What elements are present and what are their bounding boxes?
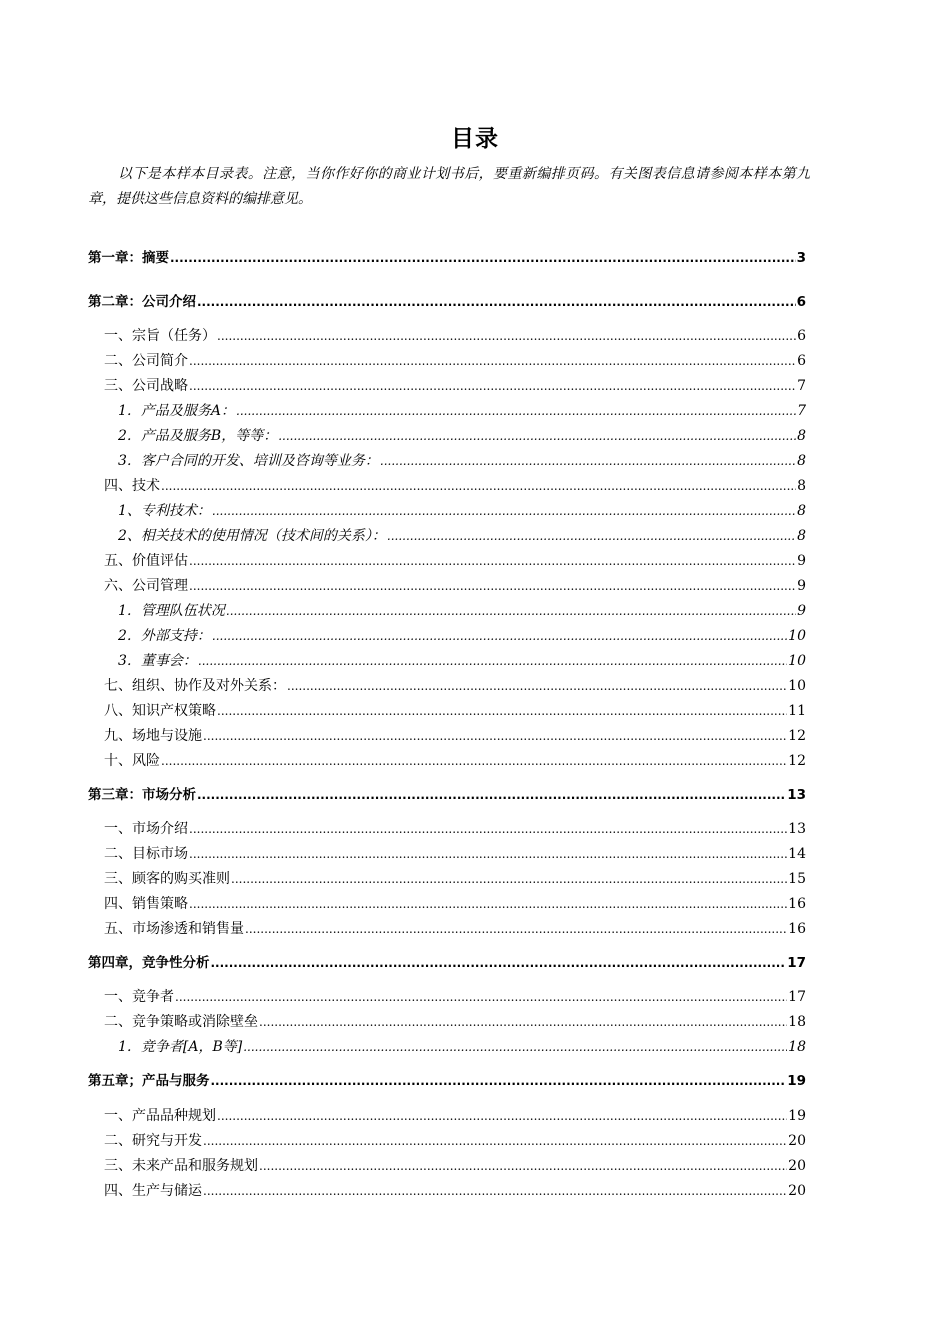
toc-chapter-entry[interactable] — [88, 292, 806, 312]
toc-page-number: 11 — [788, 703, 806, 719]
toc-page-number: 6 — [797, 353, 806, 369]
toc-dot-leader — [245, 919, 787, 939]
toc-section-entry[interactable] — [104, 351, 806, 371]
toc-entry-label: 二、竞争策略或消除壁垒 — [104, 1014, 258, 1030]
toc-page-number: 6 — [796, 294, 806, 310]
toc-page-number: 10 — [788, 678, 806, 694]
toc-page-number: 19 — [787, 1073, 806, 1089]
toc-section-entry[interactable] — [104, 326, 806, 346]
toc-page-number: 8 — [797, 453, 806, 469]
toc-entry-label: 六、公司管理 — [104, 578, 188, 594]
toc-chapter-entry[interactable] — [88, 785, 806, 805]
toc-entry-label: 3．客户合同的开发、培训及咨询等业务： — [118, 453, 379, 469]
toc-dot-leader — [189, 894, 787, 914]
toc-section-entry[interactable] — [104, 1181, 806, 1201]
toc-dot-leader — [197, 785, 786, 805]
toc-dot-leader — [212, 501, 796, 521]
toc-entry-label: 2．产品及服务B，等等： — [118, 428, 278, 444]
toc-entry-label: 三、公司战略 — [104, 378, 188, 394]
toc-page-number: 18 — [788, 1014, 806, 1030]
toc-page-number: 10 — [788, 653, 806, 669]
toc-dot-leader — [259, 1156, 787, 1176]
toc-dot-leader — [236, 401, 796, 421]
toc-section-entry[interactable] — [104, 726, 806, 746]
toc-section-entry[interactable] — [104, 1156, 806, 1176]
toc-dot-leader — [212, 626, 787, 646]
toc-dot-leader — [387, 526, 796, 546]
toc-section-entry[interactable] — [104, 819, 806, 839]
toc-entry-label: 1、专利技术： — [118, 503, 211, 519]
toc-page-number: 17 — [788, 989, 806, 1005]
toc-section-entry[interactable] — [104, 1012, 806, 1032]
toc-subsection-entry[interactable] — [118, 426, 806, 446]
toc-entry-label: 四、销售策略 — [104, 896, 188, 912]
toc-section-entry[interactable] — [104, 869, 806, 889]
toc-entry-label: 1．竞争者[A，B等] — [118, 1039, 243, 1055]
toc-page-number: 8 — [797, 478, 806, 494]
toc-dot-leader — [380, 451, 796, 471]
toc-section-entry[interactable] — [104, 376, 806, 396]
toc-section-entry[interactable] — [104, 476, 806, 496]
toc-dot-leader — [189, 844, 787, 864]
toc-entry-label: 七、组织、协作及对外关系： — [104, 678, 286, 694]
toc-section-entry[interactable] — [104, 1131, 806, 1151]
toc-subsection-entry[interactable] — [118, 651, 806, 671]
toc-dot-leader — [197, 292, 796, 312]
toc-entry-label: 二、公司简介 — [104, 353, 188, 369]
toc-section-entry[interactable] — [104, 844, 806, 864]
toc-entry-label: 第三章：市场分析 — [88, 787, 196, 803]
toc-dot-leader — [211, 1071, 787, 1091]
toc-dot-leader — [189, 819, 787, 839]
toc-chapter-entry[interactable] — [88, 953, 806, 973]
toc-page-number: 8 — [797, 503, 806, 519]
toc-entry-label: 二、研究与开发 — [104, 1133, 202, 1149]
toc-entry-label: 一、产品品种规划 — [104, 1108, 216, 1124]
toc-dot-leader — [189, 551, 796, 571]
toc-entry-label: 四、技术 — [104, 478, 160, 494]
toc-dot-leader — [161, 751, 787, 771]
toc-dot-leader — [203, 1131, 787, 1151]
toc-entry-label: 五、市场渗透和销售量 — [104, 921, 244, 937]
toc-chapter-entry[interactable] — [88, 1071, 806, 1091]
toc-dot-leader — [203, 1181, 787, 1201]
toc-dot-leader — [203, 726, 787, 746]
toc-section-entry[interactable] — [104, 919, 806, 939]
intro-paragraph: 以下是本样本目录表。注意，当你作好你的商业计划书后，要重新编排页码。有关图表信息请参阅本样本第九章，提供这些信息资料的编排意见。 — [88, 166, 810, 207]
toc-entry-label: 一、竞争者 — [104, 989, 174, 1005]
toc-dot-leader — [161, 476, 796, 496]
toc-page-number: 13 — [787, 787, 806, 803]
toc-section-entry[interactable] — [104, 751, 806, 771]
toc-section-entry[interactable] — [104, 576, 806, 596]
toc-section-entry[interactable] — [104, 987, 806, 1007]
toc-dot-leader — [198, 651, 787, 671]
toc-page-number: 3 — [796, 250, 806, 266]
toc-page-number: 7 — [797, 378, 806, 394]
toc-entry-label: 九、场地与设施 — [104, 728, 202, 744]
toc-subsection-entry[interactable] — [118, 451, 806, 471]
toc-entry-label: 三、顾客的购买准则 — [104, 871, 230, 887]
toc-subsection-entry[interactable] — [118, 526, 806, 546]
toc-page-number: 9 — [797, 578, 806, 594]
toc-page-number: 14 — [788, 846, 806, 862]
toc-dot-leader — [278, 426, 796, 446]
toc-dot-leader — [170, 248, 796, 268]
toc-dot-leader — [217, 1106, 787, 1126]
toc-entry-label: 第一章：摘要 — [88, 250, 169, 266]
toc-page-number: 7 — [797, 403, 806, 419]
toc-section-entry[interactable] — [104, 676, 806, 696]
toc-page-number: 20 — [788, 1133, 806, 1149]
toc-page-number: 15 — [788, 871, 806, 887]
toc-dot-leader — [259, 1012, 787, 1032]
toc-dot-leader — [189, 576, 796, 596]
toc-entry-label: 1．管理队伍状况 — [118, 603, 225, 619]
toc-entry-label: 一、市场介绍 — [104, 821, 188, 837]
toc-entry-label: 八、知识产权策略 — [104, 703, 216, 719]
toc-dot-leader — [226, 601, 796, 621]
toc-dot-leader — [287, 676, 787, 696]
toc-page-number: 17 — [787, 955, 806, 971]
toc-dot-leader — [231, 869, 787, 889]
toc-page-number: 20 — [788, 1158, 806, 1174]
toc-section-entry[interactable] — [104, 894, 806, 914]
page-title: 目录 — [451, 126, 499, 152]
toc-entry-label: 第五章；产品与服务 — [88, 1073, 210, 1089]
toc-page-number: 9 — [797, 553, 806, 569]
toc-page-number: 8 — [797, 428, 806, 444]
toc-dot-leader — [175, 987, 787, 1007]
toc-page-number: 12 — [788, 753, 806, 769]
toc-entry-label: 五、价值评估 — [104, 553, 188, 569]
toc-entry-label: 2．外部支持： — [118, 628, 211, 644]
toc-page-number: 9 — [797, 603, 806, 619]
toc-subsection-entry[interactable] — [118, 601, 806, 621]
toc-dot-leader — [243, 1037, 787, 1057]
toc-entry-label: 三、未来产品和服务规划 — [104, 1158, 258, 1174]
toc-dot-leader — [217, 701, 787, 721]
toc-page-number: 16 — [788, 921, 806, 937]
toc-subsection-entry[interactable] — [118, 626, 806, 646]
toc-page-number: 12 — [788, 728, 806, 744]
toc-entry-label: 四、生产与储运 — [104, 1183, 202, 1199]
toc-entry-label: 一、宗旨（任务） — [104, 328, 216, 344]
toc-entry-label: 第四章，竞争性分析 — [88, 955, 210, 971]
toc-entry-label: 二、目标市场 — [104, 846, 188, 862]
toc-page-number: 8 — [797, 528, 806, 544]
toc-page-number: 19 — [788, 1108, 806, 1124]
toc-page-number: 20 — [788, 1183, 806, 1199]
toc-page-number: 16 — [788, 896, 806, 912]
toc-section-entry[interactable] — [104, 701, 806, 721]
toc-section-entry[interactable] — [104, 1106, 806, 1126]
toc-dot-leader — [211, 953, 787, 973]
toc-subsection-entry[interactable] — [118, 501, 806, 521]
toc-entry-label: 十、风险 — [104, 753, 160, 769]
toc-chapter-entry[interactable] — [88, 248, 806, 268]
toc-section-entry[interactable] — [104, 551, 806, 571]
toc-entry-label: 1．产品及服务A： — [118, 403, 236, 419]
toc-entry-label: 2、相关技术的使用情况（技术间的关系）： — [118, 528, 386, 544]
toc-entry-label: 3．董事会： — [118, 653, 197, 669]
toc-entry-label: 第二章：公司介绍 — [88, 294, 196, 310]
toc-dot-leader — [189, 376, 796, 396]
toc-page-number: 6 — [797, 328, 806, 344]
toc-dot-leader — [189, 351, 796, 371]
toc-dot-leader — [217, 326, 796, 346]
toc-page-number: 18 — [788, 1039, 806, 1055]
toc-page-number: 13 — [788, 821, 806, 837]
toc-subsection-entry[interactable] — [118, 1037, 806, 1057]
toc-subsection-entry[interactable] — [118, 401, 806, 421]
toc-page-number: 10 — [788, 628, 806, 644]
